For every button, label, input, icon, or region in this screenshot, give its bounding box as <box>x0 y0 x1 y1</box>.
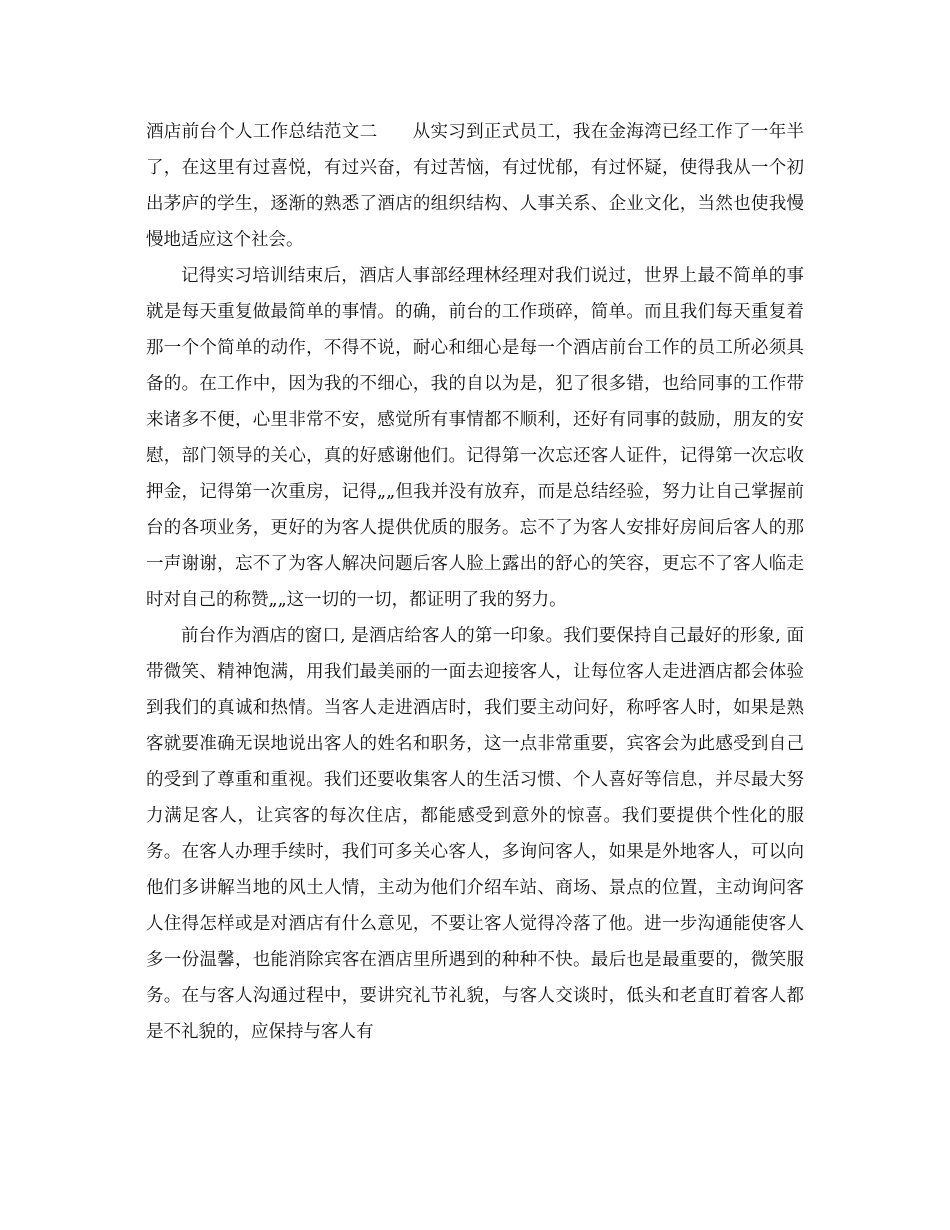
paragraph-1: 从实习到正式员工，我在金海湾已经工作了一年半了，在这里有过喜悦，有过兴奋，有过苦恼，有过忧郁，有过怀疑，使得我从一个初出茅庐的学生，逐渐的熟悉了酒店的组织结构、人事关系、企业文化，当然也使我慢慢地适应这个社会。 <box>146 122 805 250</box>
intro-paragraph <box>146 114 804 258</box>
paragraph-3: 前台作为酒店的窗口, 是酒店给客人的第一印象。我们要保持自己最好的形象, 面带微笑、精神饱满，用我们最美丽的一面去迎接客人，让每位客人走进酒店都会体验到我们的真诚和热情。当客人走进酒店时，我们要主动问好，称呼客人时，如果是熟客就要准确无误地说出客人的姓名和职务，这一点非常重要，宾客会为此感受到自己的受到了尊重和重视。我们还要收集客人的生活习惯、个人喜好等信息，并尽最大努力满足客人，让宾客的每次住店，都能感受到意外的惊喜。我们要提供个性化的服务。在客人办理手续时，我们可多关心客人，多询问客人，如果是外地客人，可以向他们多讲解当地的风土人情，主动为他们介绍车站、商场、景点的位置，主动询问客人住得怎样或是对酒店有什么意见，不要让客人觉得冷落了他。进一步沟通能使客人多一份温馨，也能消除宾客在酒店里所遇到的种种不快。最后也是最重要的，微笑服务。在与客人沟通过程中，要讲究礼节礼貌，与客人交谈时，低头和老直盯着客人都是不礼貌的，应保持与客人有 <box>146 626 804 1042</box>
document-body <box>146 114 804 1050</box>
paragraph-2: 记得实习培训结束后，酒店人事部经理林经理对我们说过，世界上最不简单的事就是每天重复做最简单的事情。的确，前台的工作琐碎，简单。而且我们每天重复着那一个个简单的动作，不得不说，耐心和细心是每一个酒店前台工作的员工所必须具备的。在工作中，因为我的不细心，我的自以为是，犯了很多错，也给同事的工作带来诸多不便，心里非常不安，感觉所有事情都不顺利，还好有同事的鼓励，朋友的安慰，部门领导的关心，真的好感谢他们。记得第一次忘还客人证件，记得第一次忘收押金，记得第一次重房，记得„„但我并没有放弃，而是总结经验，努力让自己掌握前台的各项业务，更好的为客人提供优质的服务。忘不了为客人安排好房间后客人的那一声谢谢，忘不了为客人解决问题后客人脸上露出的舒心的笑容，更忘不了客人临走时对自己的称赞„„这一切的一切，都证明了我的努力。 <box>146 266 804 610</box>
document-title: 酒店前台个人工作总结范文二 <box>146 122 378 142</box>
